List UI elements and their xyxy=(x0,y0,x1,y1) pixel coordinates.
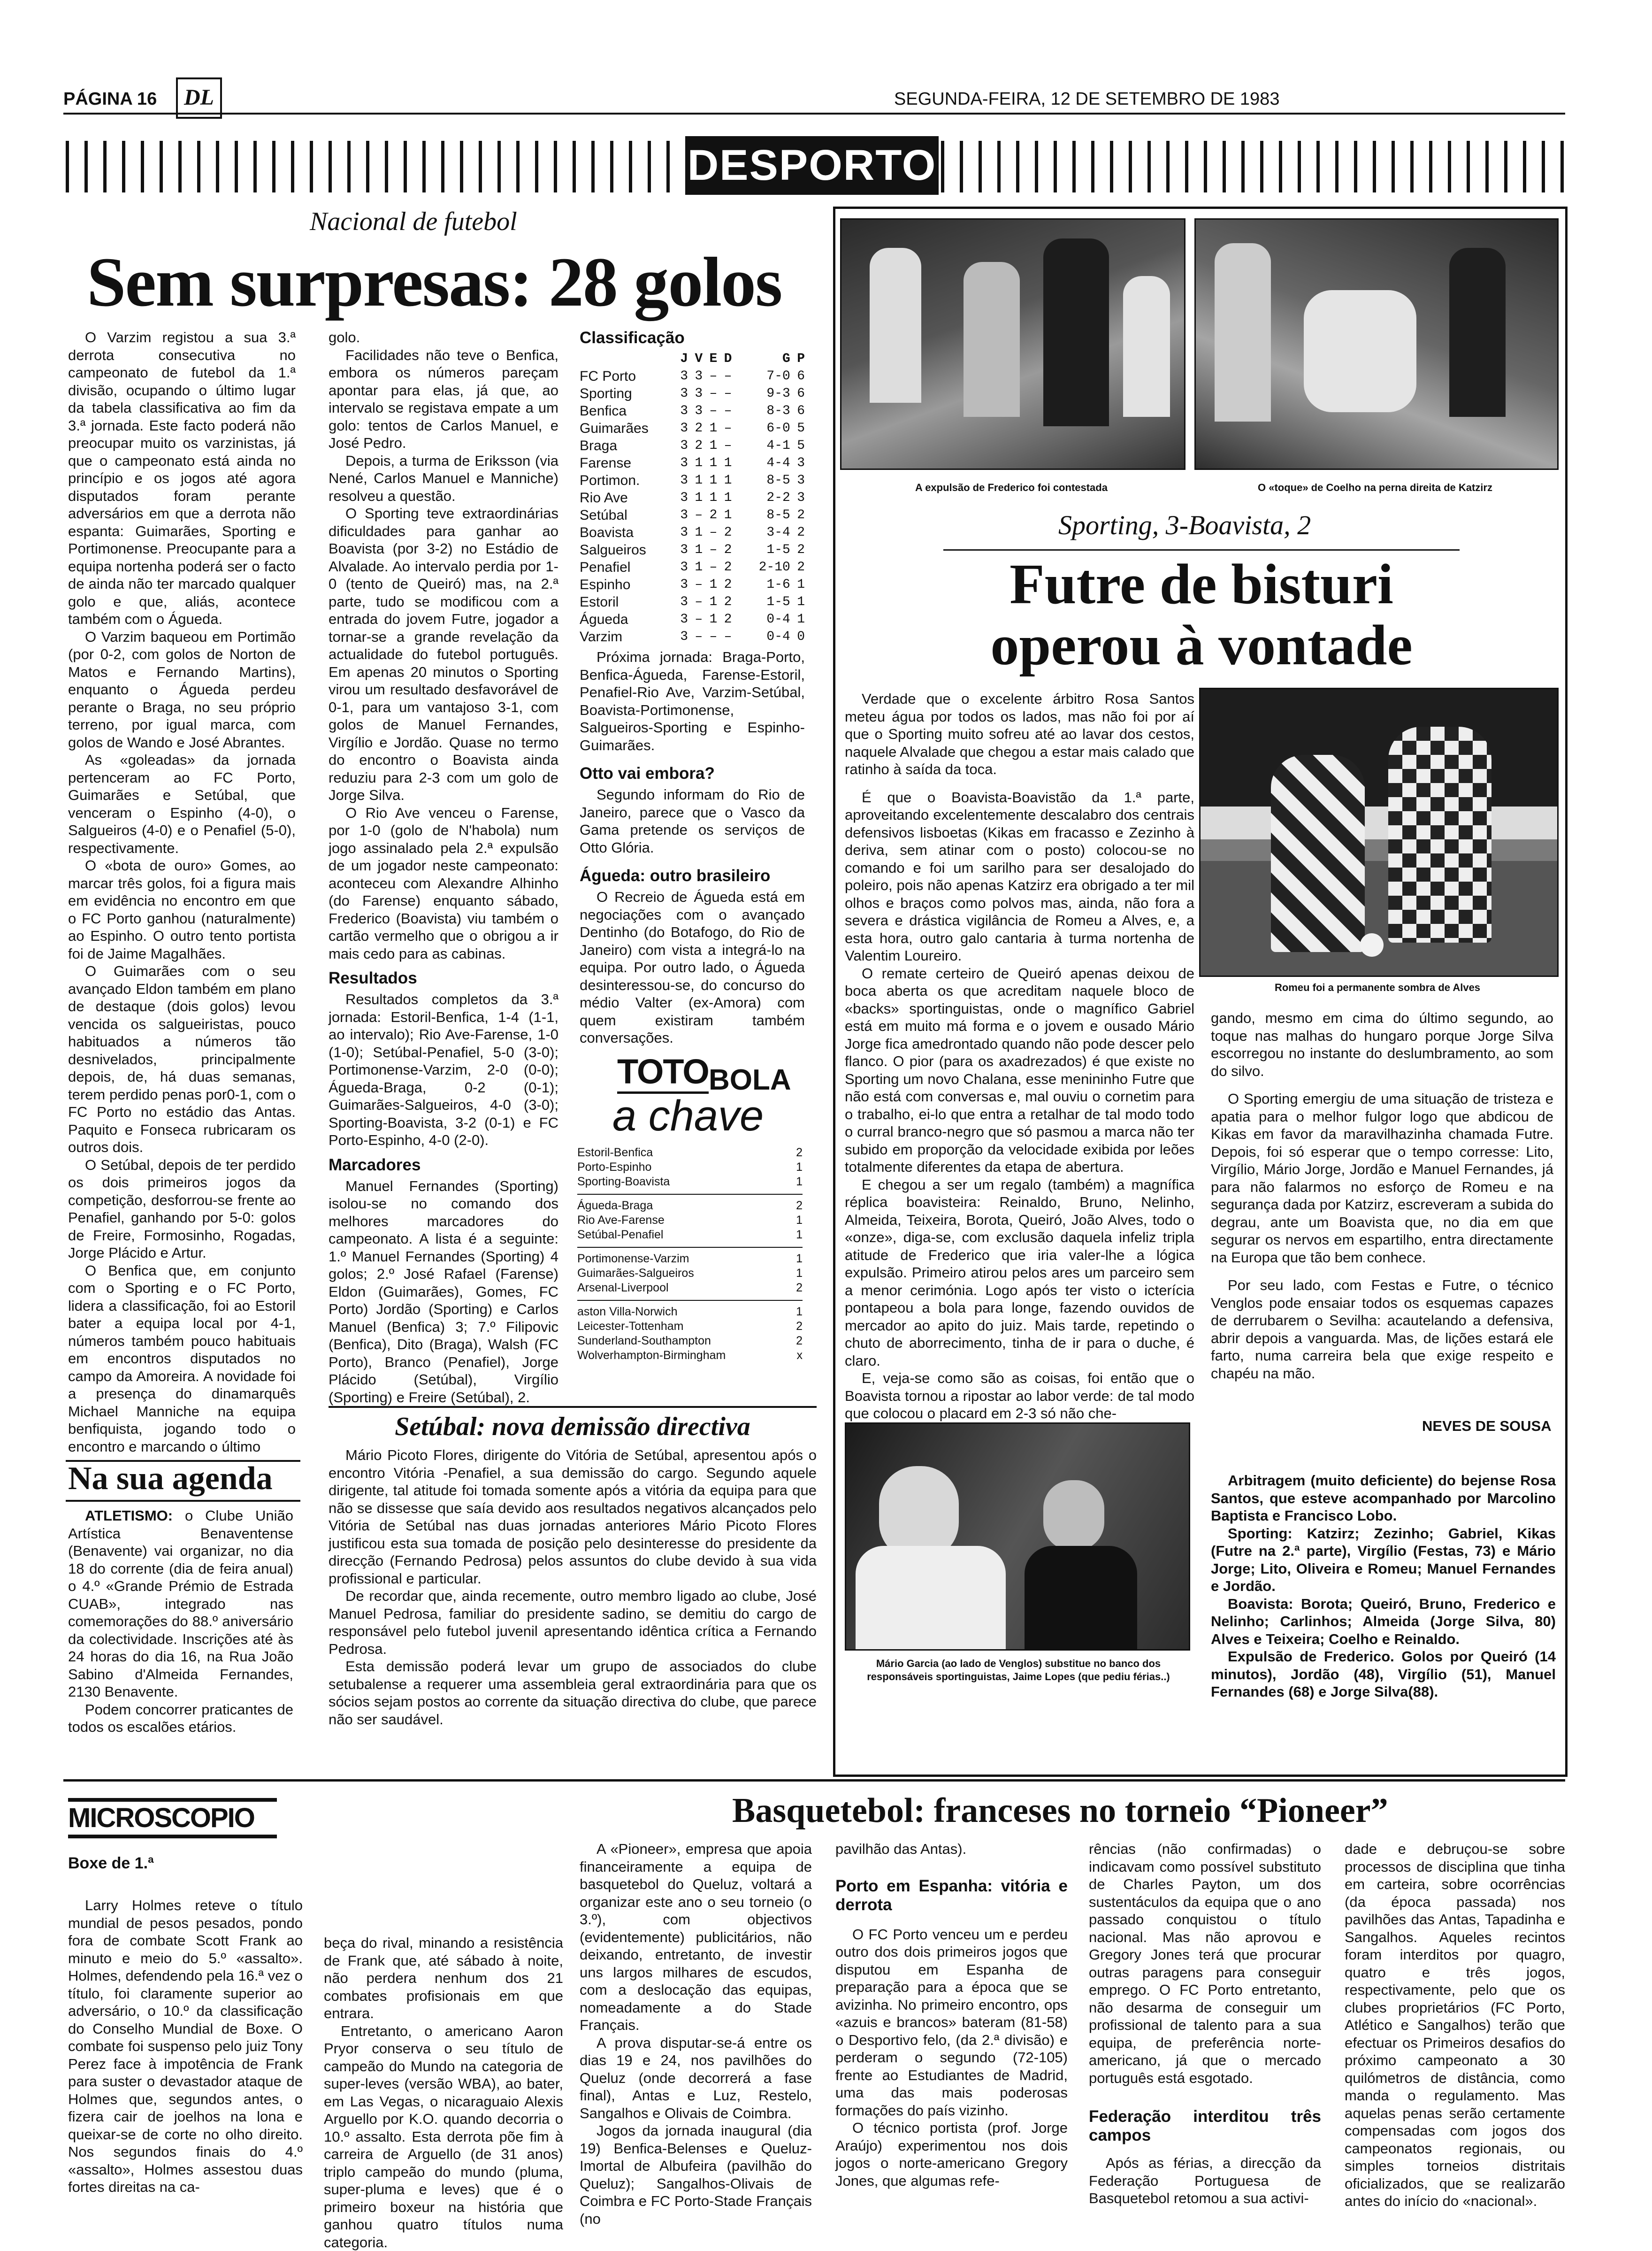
totobola-result: 1 xyxy=(796,1228,803,1242)
standings-cell-g: 1-5 xyxy=(732,593,790,611)
standings-col-header: P xyxy=(790,350,805,368)
totobola-game: Sunderland-Southampton xyxy=(577,1334,711,1348)
page-date: SEGUNDA-FEIRA, 12 DE SETEMBRO DE 1983 xyxy=(894,89,1279,109)
standings-row xyxy=(580,524,805,541)
agenda-lead: ATLETISMO: xyxy=(85,1507,173,1524)
totobola-group xyxy=(577,1145,803,1189)
standings-cell-j: 3 xyxy=(673,541,688,559)
standings-cell-j: 3 xyxy=(673,611,688,628)
standings-cell-g: 7-0 xyxy=(732,368,790,385)
paragraph: pavilhão das Antas). xyxy=(835,1840,1068,1858)
totobola-result: 2 xyxy=(796,1281,803,1295)
totobola-row xyxy=(577,1334,803,1348)
standings-cell-d: – xyxy=(717,437,732,454)
totobola-word-1: TOTO xyxy=(617,1052,709,1094)
microscopio-col-1 xyxy=(68,1897,303,2196)
photo-expulsion-caption: A expulsão de Frederico foi contestada xyxy=(840,481,1183,494)
porto-heading: Porto em Espanha: vitória e derrota xyxy=(835,1877,1068,1914)
standings-cell-g: 2-10 xyxy=(732,559,790,576)
standings-cell-p: 3 xyxy=(790,472,805,489)
paragraph: O remate certeiro de Queiró apenas deixou de boca aberta os que acreditam naquele bloco de «backs» sportinguistas, onde o magnífico Gabriel está em muito má forma e o jovem e ousado Mário Jorge fica amedrontado quando não pode descer pelo flanco. O pior (para os axadrezados) é que existe no Sporting um novo Chalana, esse menininho Futre que não está com conversas e, mal ouviu o cornetim para o trabalho, ei-lo que entra a retalhar de tal modo todo o curral branco-negro que só pasmou a marca não ter subido em proporção da velocidade exibida por leões totalmente diferentes da etapa de abertura. xyxy=(845,965,1194,1176)
paragraph: As «goleadas» da jornada pertenceram ao FC Porto, Guimarães e Setúbal, que venceram o Espinho (4-0), o Salgueiros (4-0) e o Penafiel (5-0), respectivamente. xyxy=(68,751,296,857)
sporting-col-2 xyxy=(1211,1009,1553,1382)
standings-cell-d: 2 xyxy=(717,559,732,576)
paragraph: A «Pioneer», empresa que apoia financeiramente a equipa de basquetebol do Queluz, voltará a organizar este ano o seu torneio (o 3.º), com objectivos (evidentemente) publicitários, não deixando, entretanto, de investir uns largos milhares de escudos, com a deslocação das equipas, nomeadamente a do Stade Français. xyxy=(580,1840,812,2034)
totobola-row xyxy=(577,1305,803,1319)
totobola-word-2: BOLA xyxy=(709,1063,791,1097)
standings-cell-g: 1-6 xyxy=(732,576,790,593)
standings-col-header: J xyxy=(673,350,688,368)
standings-row xyxy=(580,628,805,645)
header-rule xyxy=(63,113,1565,115)
standings-row xyxy=(580,472,805,489)
standings-cell-j: 3 xyxy=(673,489,688,507)
standings-cell-j: 3 xyxy=(673,507,688,524)
totobola-result: 1 xyxy=(796,1252,803,1266)
totobola-game: Porto-Espinho xyxy=(577,1160,651,1175)
standings-cell-d: – xyxy=(717,402,732,420)
paragraph: Boavista: Borota; Queiró, Bruno, Frederico e Nelinho; Carlinhos; Almeida (Jorge Silva, 80) Alves e Teixeira; Coelho e Reinaldo. xyxy=(1211,1595,1556,1648)
paragraph: Manuel Fernandes (Sporting) isolou-se no comando dos melhores marcadores do campeonato. A lista é a seguinte: 1.º Manuel Fernandes (Sporting) 4 golos; 2.º José Rafael (Farense) Eldon (Guimarães), Gomes, FC Porto) Jordão (Sporting) e Carlos Manuel (Benfica) 3; 7.º Filipovic (Benfica), Dito (Braga), Walsh (FC Porto), Branco (Penafiel), Jorge Plácido (Setúbal), Virgílio (Sporting) e Freire (Setúbal), 2. xyxy=(329,1177,558,1406)
totobola-game: Águeda-Braga xyxy=(577,1198,653,1213)
team-name: Portimon. xyxy=(580,472,673,489)
standings-cell-g: 1-5 xyxy=(732,541,790,559)
totobola-game: Guimarães-Salgueiros xyxy=(577,1266,694,1281)
agueda-heading: Águeda: outro brasileiro xyxy=(580,867,805,885)
team-name: Guimarães xyxy=(580,420,673,437)
standings-cell-v: 2 xyxy=(688,420,703,437)
paragraph: Mário Picoto Flores, dirigente do Vitória de Setúbal, apresentou após o encontro Vitória -Penafiel, a sua demissão do cargo. Segundo aquele dirigente, tal atitude foi tomada somente após a vitória da equipa para que não se dissesse que saía devido aos resultados negativos alcançados pelo Vitória de Setúbal nas duas jornadas anteriores Mário Picoto Flores justificou esta sua tomada de posição pelo desinteresse do presidente da direcção (Fernando Pedrosa) pelos assuntos do clube devido à sua vida profissional e particular. xyxy=(329,1446,817,1587)
totobola-list xyxy=(577,1145,803,1363)
standings-cell-v: – xyxy=(688,593,703,611)
paragraph: Facilidades não teve o Benfica, embora os números pareçam apontar para elas, já que, ao intervalo se registava empate a um golo: tentos de Carlos Manuel, e José Pedro. xyxy=(329,346,558,452)
standings-cell-e: 1 xyxy=(703,576,717,593)
standings-cell-v: 2 xyxy=(688,437,703,454)
newspaper-logo: DL xyxy=(176,77,222,119)
totobola-row xyxy=(577,1228,803,1242)
paragraph: Verdade que o excelente árbitro Rosa Santos meteu água por todos os lados, mas não foi por aí que o Sporting muito sofreu até ao lavar dos cestos, naquele Alvalade que chegou a estar mais calado que ratinho à saída da toca. xyxy=(845,690,1194,778)
standings-cell-d: 2 xyxy=(717,611,732,628)
totobola-group xyxy=(577,1300,803,1363)
standings-cell-j: 3 xyxy=(673,368,688,385)
team-name: Salgueiros xyxy=(580,541,673,559)
team-name: Penafiel xyxy=(580,559,673,576)
standings-cell-e: 1 xyxy=(703,611,717,628)
page-number: PÁGINA 16 xyxy=(63,89,157,109)
standings-cell-e: 2 xyxy=(703,507,717,524)
standings-cell-j: 3 xyxy=(673,472,688,489)
standings-cell-g: 2-2 xyxy=(732,489,790,507)
standings-cell-e: – xyxy=(703,385,717,402)
paragraph: O técnico portista (prof. Jorge Araújo) experimentou nos dois jogos o norte-americano Gregory Jones, que algumas refe- xyxy=(835,2119,1068,2190)
standings-cell-g: 0-4 xyxy=(732,628,790,645)
standings-cell-v: – xyxy=(688,507,703,524)
standings-table xyxy=(580,350,805,645)
standings-cell-p: 1 xyxy=(790,576,805,593)
standings-cell-d: 1 xyxy=(717,454,732,472)
paragraph: Esta demissão poderá levar um grupo de associados do clube setubalense a requerer uma assembleia geral extraordinária para que os sócios sejam postos ao corrente da situação directiva do clube, que parece não ser saudável. xyxy=(329,1658,817,1728)
standings-cell-p: 3 xyxy=(790,454,805,472)
standings-cell-g: 6-0 xyxy=(732,420,790,437)
standings-row xyxy=(580,454,805,472)
totobola-game: Setúbal-Penafiel xyxy=(577,1228,663,1242)
standings-cell-d: – xyxy=(717,368,732,385)
totobola-result: 1 xyxy=(796,1305,803,1319)
paragraph: A prova disputar-se-á entre os dias 19 e 24, nos pavilhões do Queluz (onde decorrerá a fase final), Antas e Luz, Restelo, Sangalhos e Olivais de Coimbra. xyxy=(580,2034,812,2122)
basket-col-3 xyxy=(1089,1840,1321,2207)
paragraph: O Benfica que, em conjunto com o Sporting e o FC Porto, lidera a classificação, foi ao Estoril bater a equipa local por 4-1, números também pouco habituais em encontros disputados no campo da Amoreira. A novidade foi a presença do dinamarquês Michael Manniche na equipa benfiquista, jogando todo o encontro e marcando o último xyxy=(68,1262,296,1456)
totobola-group xyxy=(577,1194,803,1242)
paragraph: O «bota de ouro» Gomes, ao marcar três golos, foi a figura mais em evidência no encontro em que o FC Porto ganhou (naturalmente) ao Espinho. O outro tento portista foi de Jaime Magalhães. xyxy=(68,857,296,962)
sporting-col-1 xyxy=(845,690,1194,1422)
standings-cell-d: – xyxy=(717,420,732,437)
paragraph: rências (não confirmadas) o indicavam como possível substituto de Charles Payton, um dos sustentáculos da equipa que o ano passado conquistou o título nacional. Mas não aprovou e Gregory Jones terá que procurar outras paragens para conseguir emprego. O FC Porto entretanto, não desarma de conseguir um profissional de talento para a sua equipa, de preferência norte-americano, já que o mercado português está esgotado. xyxy=(1089,1840,1321,2087)
agenda-rule-bottom xyxy=(66,1500,300,1502)
photo-touch-caption: O «toque» de Coelho na perna direita de Katzirz xyxy=(1194,481,1556,494)
team-name: Farense xyxy=(580,454,673,472)
totobola-row xyxy=(577,1145,803,1160)
standings-cell-e: 1 xyxy=(703,437,717,454)
section-banner-left xyxy=(66,141,681,192)
standings-cell-p: 2 xyxy=(790,507,805,524)
basket-headline: Basquetebol: franceses no torneio “Pioneer” xyxy=(732,1791,1388,1831)
section-banner-right xyxy=(941,141,1565,192)
standings-cell-v: – xyxy=(688,628,703,645)
main-headline: Sem surpresas: 28 golos xyxy=(87,242,781,323)
paragraph: O Setúbal, depois de ter perdido os dois primeiros jogos da competição, desforrou-se frente ao Penafiel, ganhando por 5-0: golos de Freire, Formosinho, Rogadas, Jorge Plácido e Artur. xyxy=(68,1156,296,1262)
standings-row xyxy=(580,507,805,524)
totobola-box xyxy=(575,1052,805,1390)
paragraph: O Guimarães com o seu avançado Eldon também em plano de destaque (dois golos) levou vencida os salgueiristas, pouco habituados a números tão desnivelados, principalmente depois, de, há duas semanas, terem perdido penas por0-1, com o FC Porto no estádio das Antas. Paquito e Fonseca rubricaram os outros dois. xyxy=(68,962,296,1156)
standings-cell-g: 3-4 xyxy=(732,524,790,541)
standings-cell-v: – xyxy=(688,611,703,628)
standings-cell-d: 2 xyxy=(717,576,732,593)
totobola-game: Leicester-Tottenham xyxy=(577,1319,684,1334)
standings-cell-j: 3 xyxy=(673,576,688,593)
totobola-result: 2 xyxy=(796,1198,803,1213)
paragraph: O Rio Ave venceu o Farense, por 1-0 (golo de N'habola) num jogo assinalado pela 2.ª expulsão de um jogador neste campeonato: aconteceu com Alexandre Alhinho (do Farense) enquanto sábado, Frederico (Boavista) viu também o cartão vermelho que o obrigou a ir mais cedo para as cabinas. xyxy=(329,804,558,963)
standings-cell-p: 0 xyxy=(790,628,805,645)
team-name: Boavista xyxy=(580,524,673,541)
standings-row xyxy=(580,385,805,402)
totobola-result: 2 xyxy=(796,1334,803,1348)
totobola-game: Sporting-Boavista xyxy=(577,1175,670,1189)
basket-col-1 xyxy=(580,1840,812,2228)
totobola-game: aston Villa-Norwich xyxy=(577,1305,678,1319)
paragraph: O Sporting teve extraordinárias dificuldades para ganhar ao Boavista (por 3-2) no Estádio de Alvalade. Ao intervalo perdia por 1-0 (tento de Queiró) mas, na 2.ª parte, tudo se modificou com a entrada do jovem Futre, jogador a tornar-se a grande revelação da actualidade do futebol português. Em apenas 20 minutos o Sporting virou um resultado desfavorável de 0-1, para um vantajoso 3-1, com golos de Manuel Fernandes, Virgílio e Jordão. Quase no termo do encontro o Boavista ainda reduziu para 2-3 com um golo de Jorge Silva. xyxy=(329,505,558,804)
sporting-headline-1: Futre de bisturi xyxy=(840,552,1563,617)
microscopio-subtitle: Boxe de 1.ª xyxy=(68,1854,154,1873)
standings-col-header: D xyxy=(717,350,732,368)
standings-cell-e: – xyxy=(703,524,717,541)
standings-cell-p: 2 xyxy=(790,541,805,559)
next-round: Próxima jornada: Braga-Porto, Benfica-Águeda, Farense-Estoril, Penafiel-Rio Ave, Varzim-Setúbal, Boavista-Portimonense, Salgueiros-Sporting e Espinho-Guimarães. xyxy=(580,648,805,754)
sporting-kicker-rule xyxy=(943,549,1460,551)
totobola-row xyxy=(577,1252,803,1266)
standings-cell-v: 1 xyxy=(688,541,703,559)
totobola-result: 2 xyxy=(796,1319,803,1334)
standings-row xyxy=(580,576,805,593)
standings-cell-v: 3 xyxy=(688,402,703,420)
standings-cell-g: 8-3 xyxy=(732,402,790,420)
totobola-row xyxy=(577,1281,803,1295)
standings-cell-j: 3 xyxy=(673,437,688,454)
standings-cell-p: 5 xyxy=(790,437,805,454)
standings-cell-d: 2 xyxy=(717,524,732,541)
standings-cell-g: 9-3 xyxy=(732,385,790,402)
standings-cell-g: 8-5 xyxy=(732,472,790,489)
totobola-result: 1 xyxy=(796,1213,803,1228)
bottom-rule xyxy=(63,1779,1565,1782)
standings-cell-e: 1 xyxy=(703,489,717,507)
totobola-result: 2 xyxy=(796,1145,803,1160)
standings-cell-e: – xyxy=(703,402,717,420)
standings-cell-d: 1 xyxy=(717,489,732,507)
standings-row xyxy=(580,489,805,507)
main-col-2 xyxy=(329,329,558,1406)
standings-cell-d: 1 xyxy=(717,507,732,524)
team-name: Estoril xyxy=(580,593,673,611)
paragraph: Sporting: Katzirz; Zezinho; Gabriel, Kikas (Futre na 2.ª parte), Virgílio (Festas, 73) e Mário Jorge; Lito, Oliveira e Romeu; Manuel Fernandes e Jordão. xyxy=(1211,1525,1556,1595)
totobola-result: 1 xyxy=(796,1266,803,1281)
standings-cell-e: – xyxy=(703,368,717,385)
totobola-game: Portimonense-Varzim xyxy=(577,1252,689,1266)
resultados-heading: Resultados xyxy=(329,969,558,988)
team-name: Espinho xyxy=(580,576,673,593)
paragraph: O Varzim registou a sua 3.ª derrota consecutiva no campeonato de futebol da 1.ª divisão, ocupando o último lugar da tabela classificativa ao fim da 3.ª jornada. Este facto poderá não preocupar muito os varzinistas, já que o campeonato está ainda no princípio e os jogos até agora disputados foram perante adversários em que a derrota não espanta: Guimarães, Sporting e Portimonense. Preocupante para a equipa nortenha poderá ser o facto de ainda não ter marcado qualquer golo e que, aliás, acontece também com o Águeda. xyxy=(68,329,296,628)
standings-col-header: E xyxy=(703,350,717,368)
section-title: DESPORTO xyxy=(685,136,939,195)
paragraph: Podem concorrer praticantes de todos os escalões etários. xyxy=(68,1701,293,1736)
standings-cell-d: 1 xyxy=(717,472,732,489)
standings-col-header: V xyxy=(688,350,703,368)
team-name: FC Porto xyxy=(580,368,673,385)
photo-bench-caption: Mário Garcia (ao lado de Venglos) substitue no banco dos responsáveis sportinguistas, Jaime Lopes (que pediu férias..) xyxy=(859,1657,1178,1683)
standings-row xyxy=(580,420,805,437)
standings-cell-g: 0-4 xyxy=(732,611,790,628)
standings-cell-j: 3 xyxy=(673,628,688,645)
paragraph: Resultados completos da 3.ª jornada: Estoril-Benfica, 1-4 (1-1, ao intervalo); Rio Ave-Farense, 1-0 (1-0); Setúbal-Penafiel, 5-0 (3-0); Portimonense-Varzim, 2-0 (0-0); Águeda-Braga, 0-2 (0-1); Guimarães-Salgueiros, 4-0 (3-0); Sporting-Boavista, 3-2 (0-1) e FC Porto-Espinho, 4-0 (2-0). xyxy=(329,991,558,1149)
main-col-1 xyxy=(68,329,296,1455)
totobola-row xyxy=(577,1198,803,1213)
agenda-text: o Clube União Artística Benaventense (Benavente) vai organizar, no dia 18 do corrente (dia de feira anual) o 4.º «Grande Prémio de Estrada CUAB», integrado nas comemorações do 88.º aniversário da colectividade. Inscrições até às 24 horas do dia 16, na Rua João Sabino d'Almeida Fernandes, 2130 Benavente. xyxy=(68,1507,293,1700)
standings-cell-e: – xyxy=(703,628,717,645)
totobola-row xyxy=(577,1213,803,1228)
paragraph: De recordar que, ainda recemente, outro membro ligado ao clube, José Manuel Pedrosa, familiar do presidente sadino, se demitiu do cargo de responsável pelo futebol juvenil apresentando idêntica crítica a Fernando Pedrosa. xyxy=(329,1587,817,1658)
paragraph: Entretanto, o americano Aaron Pryor conserva o seu título de campeão do Mundo na categoria de super-leves (versão WBA), ao bater, em Las Vegas, o nicaraguaio Alexis Arguello por K.O. quando decorria o 10.º assalto. Esta derrota põe fim à carreira de Arguello (de 31 anos) triplo campeão do mundo (pluma, super-pluma e leves) que é o primeiro boxeur na história que ganhou quatro títulos numa categoria. xyxy=(324,2022,563,2251)
basket-col-2 xyxy=(835,1840,1068,2190)
paragraph: Depois, a turma de Eriksson (via Nené, Carlos Manuel e Manniche) resolveu a questão. xyxy=(329,452,558,505)
standings-cell-e: 1 xyxy=(703,420,717,437)
totobola-result: 1 xyxy=(796,1175,803,1189)
standings-cell-p: 3 xyxy=(790,489,805,507)
standings-cell-g: 4-1 xyxy=(732,437,790,454)
photo-romeu-caption: Romeu foi a permanente sombra de Alves xyxy=(1199,981,1556,994)
standings-cell-j: 3 xyxy=(673,454,688,472)
standings-cell-v: 1 xyxy=(688,454,703,472)
standings-cell-j: 3 xyxy=(673,385,688,402)
agueda-text: O Recreio de Águeda está em negociações com o avançado Dentinho (do Botafogo, do Rio de Janeiro) com vista a integrá-lo na equipa. Por outro lado, o Águeda desinteressou-se, do concurso do médio Valter (ex-Amora) com quem existiram também conversações. xyxy=(580,888,805,1047)
agenda-title: Na sua agenda xyxy=(68,1460,273,1498)
team-name: Sporting xyxy=(580,385,673,402)
standings-row xyxy=(580,611,805,628)
match-sheet xyxy=(1211,1472,1556,1701)
microscopio-col-2 xyxy=(324,1934,563,2251)
standings-cell-e: – xyxy=(703,541,717,559)
standings-row xyxy=(580,437,805,454)
standings-cell-j: 3 xyxy=(673,402,688,420)
paragraph: golo. xyxy=(329,329,558,346)
standings-row xyxy=(580,559,805,576)
author-name: NEVES DE SOUSA xyxy=(1422,1418,1552,1435)
setubal-box xyxy=(329,1406,817,1728)
totobola-result: x xyxy=(797,1348,803,1363)
totobola-game: Wolverhampton-Birmingham xyxy=(577,1348,726,1363)
paragraph: E, veja-se como são as coisas, foi então que o Boavista tornou a ripostar ao labor verde: de tal modo que colocou o placard em 2-3 só não che- xyxy=(845,1369,1194,1422)
otto-text: Segundo informam do Rio de Janeiro, parece que o Vasco da Gama pretende os serviços de Otto Glória. xyxy=(580,786,805,856)
standings-cell-v: 1 xyxy=(688,524,703,541)
main-kicker: Nacional de futebol xyxy=(310,207,517,237)
totobola-word-3: a chave xyxy=(612,1091,764,1141)
paragraph: Após as férias, a direcção da Federação Portuguesa de Basquetebol retomou a sua activi- xyxy=(1089,2154,1321,2207)
totobola-game: Estoril-Benfica xyxy=(577,1145,653,1160)
totobola-row xyxy=(577,1348,803,1363)
standings-cell-v: 1 xyxy=(688,489,703,507)
team-name: Águeda xyxy=(580,611,673,628)
totobola-row xyxy=(577,1160,803,1175)
sporting-kicker: Sporting, 3-Boavista, 2 xyxy=(1058,509,1311,541)
standings-header-row xyxy=(580,350,805,368)
paragraph: dade e debruçou-se sobre processos de disciplina que tinha em carteira, sobre ocorrências (da época passada) nos pavilhões das Antas, Tapadinha e Sangalhos. Aqueles recintos foram interditos por quagro, quatro e três jogos, respectivamente, pelo que os clubes proprietários (FC Porto, Atlético e Sangalhos) terão que efectuar os Primeiros desafios do próximo campeonato a 30 quilómetros de distância, como manda o regulamento. Mas aquelas penas serão certamente compensadas com jogos dos campeonatos regionais, ou simples torneios distritais oficializados, que se realizarão antes do início do «nacional». xyxy=(1345,1840,1565,2210)
standings-cell-p: 2 xyxy=(790,559,805,576)
paragraph: Jogos da jornada inaugural (dia 19) Benfica-Belenses e Queluz-Imortal de Albufeira (pavilhão do Queluz); Sangalhos-Olivais de Coimbra e FC Porto-Stade Français (no xyxy=(580,2122,812,2228)
paragraph: O Varzim baqueou em Portimão (por 0-2, com golos de Norton de Matos e Fernando Martins), enquanto o Águeda perdeu perante o Braga, no seu próprio terreno, por igual marca, com golos de Wando e José Abrantes. xyxy=(68,628,296,752)
standings-cell-p: 1 xyxy=(790,611,805,628)
standings-col-header: G xyxy=(732,350,790,368)
standings-cell-p: 2 xyxy=(790,524,805,541)
standings-row xyxy=(580,368,805,385)
standings-cell-v: 1 xyxy=(688,472,703,489)
standings-cell-e: – xyxy=(703,559,717,576)
marcadores-heading: Marcadores xyxy=(329,1156,558,1175)
paragraph: O Sporting emergiu de uma situação de tristeza e apatia para o melhor fulgor logo que abdicou de Kikas em favor da maravilhazinha chamada Futre. Depois, foi só esperar que o tempo corresse: Lito, Virgílio, Mário Jorge, Jordão e Manuel Fernandes, já para não falarmos no esforço de Romeu e na segurança dada por Katzirz, escreveram a subida do degrau, ante um Boavista que, no dia em que segurar os nervos em espartilho, entra directamente na Europa que tão bem conhece. xyxy=(1211,1090,1553,1266)
photo-expulsion xyxy=(840,218,1185,470)
standings-row xyxy=(580,402,805,420)
standings-cell-g: 4-4 xyxy=(732,454,790,472)
totobola-game: Rio Ave-Farense xyxy=(577,1213,665,1228)
team-name: Benfica xyxy=(580,402,673,420)
totobola-row xyxy=(577,1266,803,1281)
standings-cell-v: – xyxy=(688,576,703,593)
standings-cell-j: 3 xyxy=(673,420,688,437)
standings-row xyxy=(580,541,805,559)
paragraph: Larry Holmes reteve o título mundial de pesos pesados, pondo fora de combate Scott Frank ao minuto e meio do 5.º «assalto». Holmes, defendendo pela 16.ª vez o título, foi claramente superior ao adversário, o 10.º da classificação do Conselho Mundial de Boxe. O combate foi suspenso pelo juiz Tony Perez face à impotência de Frank para suster o devastador ataque de Holmes que, segundos antes, o fizera cair de joelhos na lona e queixar-se de corte no olho direito. Nos segundos finais do 4.º «assalto», Holmes assestou duas fortes direitas na ca- xyxy=(68,1897,303,2196)
standings-cell-v: 1 xyxy=(688,559,703,576)
standings-cell-e: 1 xyxy=(703,454,717,472)
photo-bench xyxy=(845,1422,1190,1651)
standings-cell-d: 2 xyxy=(717,541,732,559)
paragraph: O FC Porto venceu um e perdeu outro dos dois primeiros jogos que disputou em Espanha de preparação para a época que se avizinha. No primeiro encontro, ops «azuis e brancos» bateram (81-58) o Desportivo felo, (da 2.ª divisão) e perderam o segundo (72-105) frente ao Estudiantes de Madrid, uma das mais poderosas formações do país vizinho. xyxy=(835,1926,1068,2120)
standings-cell-p: 1 xyxy=(790,593,805,611)
standings-cell-p: 6 xyxy=(790,385,805,402)
standings-row xyxy=(580,593,805,611)
standings-cell-g: 8-5 xyxy=(732,507,790,524)
team-name: Varzim xyxy=(580,628,673,645)
standings-cell-p: 6 xyxy=(790,402,805,420)
standings-cell-j: 3 xyxy=(673,593,688,611)
basket-col-4 xyxy=(1345,1840,1565,2210)
standings-cell-v: 3 xyxy=(688,368,703,385)
agenda-col xyxy=(68,1507,293,1736)
standings-cell-v: 3 xyxy=(688,385,703,402)
sporting-headline-2: operou à vontade xyxy=(840,613,1563,678)
totobola-result: 1 xyxy=(796,1160,803,1175)
paragraph: E chegou a ser um regalo (também) a magnífica réplica boavisteira: Reinaldo, Bruno, Nelinho, Almeida, Teixeira, Borota, Queiró, João Alves, todo o «onze», diga-se, com exclusão daquela infeliz tripla atitude de Frederico que iria valer-lhe a lógica expulsão. Primeiro atirou pelos ares um parceiro sem a menor cerimónia. Logo após ter visto o icterícia pontapeou a bola para longe, fazendo ouvidos de mercador ao apito do juiz. Mais tarde, repetindo o chuto de aborrecimento, tinha de ir para o duche, é claro. xyxy=(845,1176,1194,1370)
paragraph: Expulsão de Frederico. Golos por Queiró (14 minutos), Jordão (48), Virgílio (51), Manuel Fernandes (68) e Jorge Silva(88). xyxy=(1211,1648,1556,1701)
paragraph: É que o Boavista-Boavistão da 1.ª parte, aproveitando excelentemente descalabro dos centrais defensivos lisboetas (Kikas em fracasso e Zezinho à deriva, sem atinar com o posto) colocou-se no comando e foi um sarilho para ser desalojado do poleiro, pois não apenas Katzirz era obrigado a ter mil olhos e braços como polvos mas, ainda, não fora a severa e drástica vigilância de Romeu a Alves, e, a esta hora, outro galo cantaria à turma nortenha de Valentim Loureiro. xyxy=(845,789,1194,965)
totobola-group xyxy=(577,1247,803,1295)
otto-heading: Otto vai embora? xyxy=(580,764,805,783)
totobola-row xyxy=(577,1175,803,1189)
standings-cell-p: 5 xyxy=(790,420,805,437)
standings-box xyxy=(580,329,805,1047)
standings-cell-e: 1 xyxy=(703,472,717,489)
totobola-game: Arsenal-Liverpool xyxy=(577,1281,669,1295)
standings-cell-j: 3 xyxy=(673,524,688,541)
standings-cell-j: 3 xyxy=(673,559,688,576)
setubal-title: Setúbal: nova demissão directiva xyxy=(329,1412,817,1442)
totobola-row xyxy=(577,1319,803,1334)
paragraph: Arbitragem (muito deficiente) do bejense Rosa Santos, que esteve acompanhado por Marcolino Baptista e Francisco Lobo. xyxy=(1211,1472,1556,1525)
standings-title: Classificação xyxy=(580,329,805,347)
standings-cell-d: 2 xyxy=(717,593,732,611)
federacao-heading: Federação interditou três campos xyxy=(1089,2107,1321,2145)
standings-cell-d: – xyxy=(717,385,732,402)
team-name: Braga xyxy=(580,437,673,454)
microscopio-logo: MICROSCOPIO xyxy=(68,1798,277,1838)
photo-touch xyxy=(1194,218,1559,470)
team-name: Rio Ave xyxy=(580,489,673,507)
team-name: Setúbal xyxy=(580,507,673,524)
paragraph: Por seu lado, com Festas e Futre, o técnico Venglos pode ensaiar todos os esquemas capazes de derrubarem o Sevilha: acautelando a defensiva, abrir depois a vanguarda. Mas, de lições estará ele farto, numa carreira bela que exige respeito e chapéu na mão. xyxy=(1211,1276,1553,1382)
photo-romeu xyxy=(1199,688,1559,977)
standings-cell-p: 6 xyxy=(790,368,805,385)
standings-cell-d: – xyxy=(717,628,732,645)
standings-cell-e: 1 xyxy=(703,593,717,611)
paragraph: beça do rival, minando a resistência de Frank que, até sábado à noite, não perdera nenhum dos 21 combates profisionais em que entrara. xyxy=(324,1934,563,2022)
paragraph: gando, mesmo em cima do último segundo, ao toque nas malhas do hungaro porque Jorge Silva escorregou no instante do deslumbramento, ao som do silvo. xyxy=(1211,1009,1553,1080)
